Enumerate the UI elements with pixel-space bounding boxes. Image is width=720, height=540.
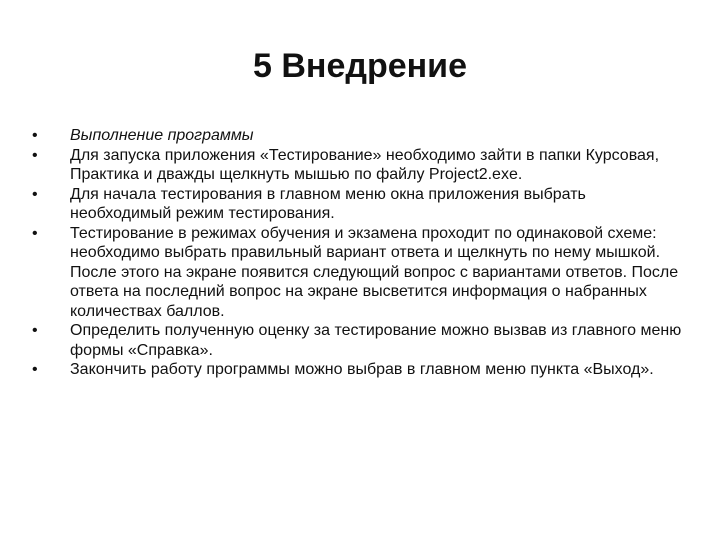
list-item (30, 126, 690, 146)
list-item (30, 185, 690, 224)
list-item (30, 360, 690, 380)
list-item-text: Закончить работу программы можно выбрав в главном меню пункта «Выход». (70, 361, 654, 378)
list-item-text: Определить полученную оценку за тестирование можно вызвав из главного меню формы «Справка». (70, 322, 682, 359)
bullet-icon: • (32, 146, 38, 164)
bullet-icon: • (32, 127, 38, 144)
bullet-icon: • (32, 322, 38, 339)
slide-title: 5 Внедрение (253, 47, 467, 85)
list-item-text: Тестирование в режимах обучения и экзамена проходит по одинаковой схеме: необходимо выбрать правильный вариант ответа и щелкнуть по нему мышкой. После этого на экране появится следующий вопрос с вариантами ответов. После ответа на последний вопрос на экране высветится информация о набранных количествах баллов. (70, 224, 679, 320)
list-item (30, 321, 690, 360)
list-item-text: Выполнение программы (70, 127, 254, 144)
bullet-icon: • (32, 185, 38, 203)
list-item-text: Для начала тестирования в главном меню окна приложения выбрать необходимый режим тестирования. (70, 185, 586, 222)
list-item (30, 224, 690, 322)
list-item-text: Для запуска приложения «Тестирование» необходимо зайти в папки Курсовая, Практика и дважды щелкнуть мышью по файлу Project2.exe. (70, 146, 660, 183)
bullet-icon: • (32, 224, 38, 242)
bullet-icon: • (32, 361, 38, 378)
bullet-list (30, 126, 690, 380)
list-item (30, 146, 690, 185)
